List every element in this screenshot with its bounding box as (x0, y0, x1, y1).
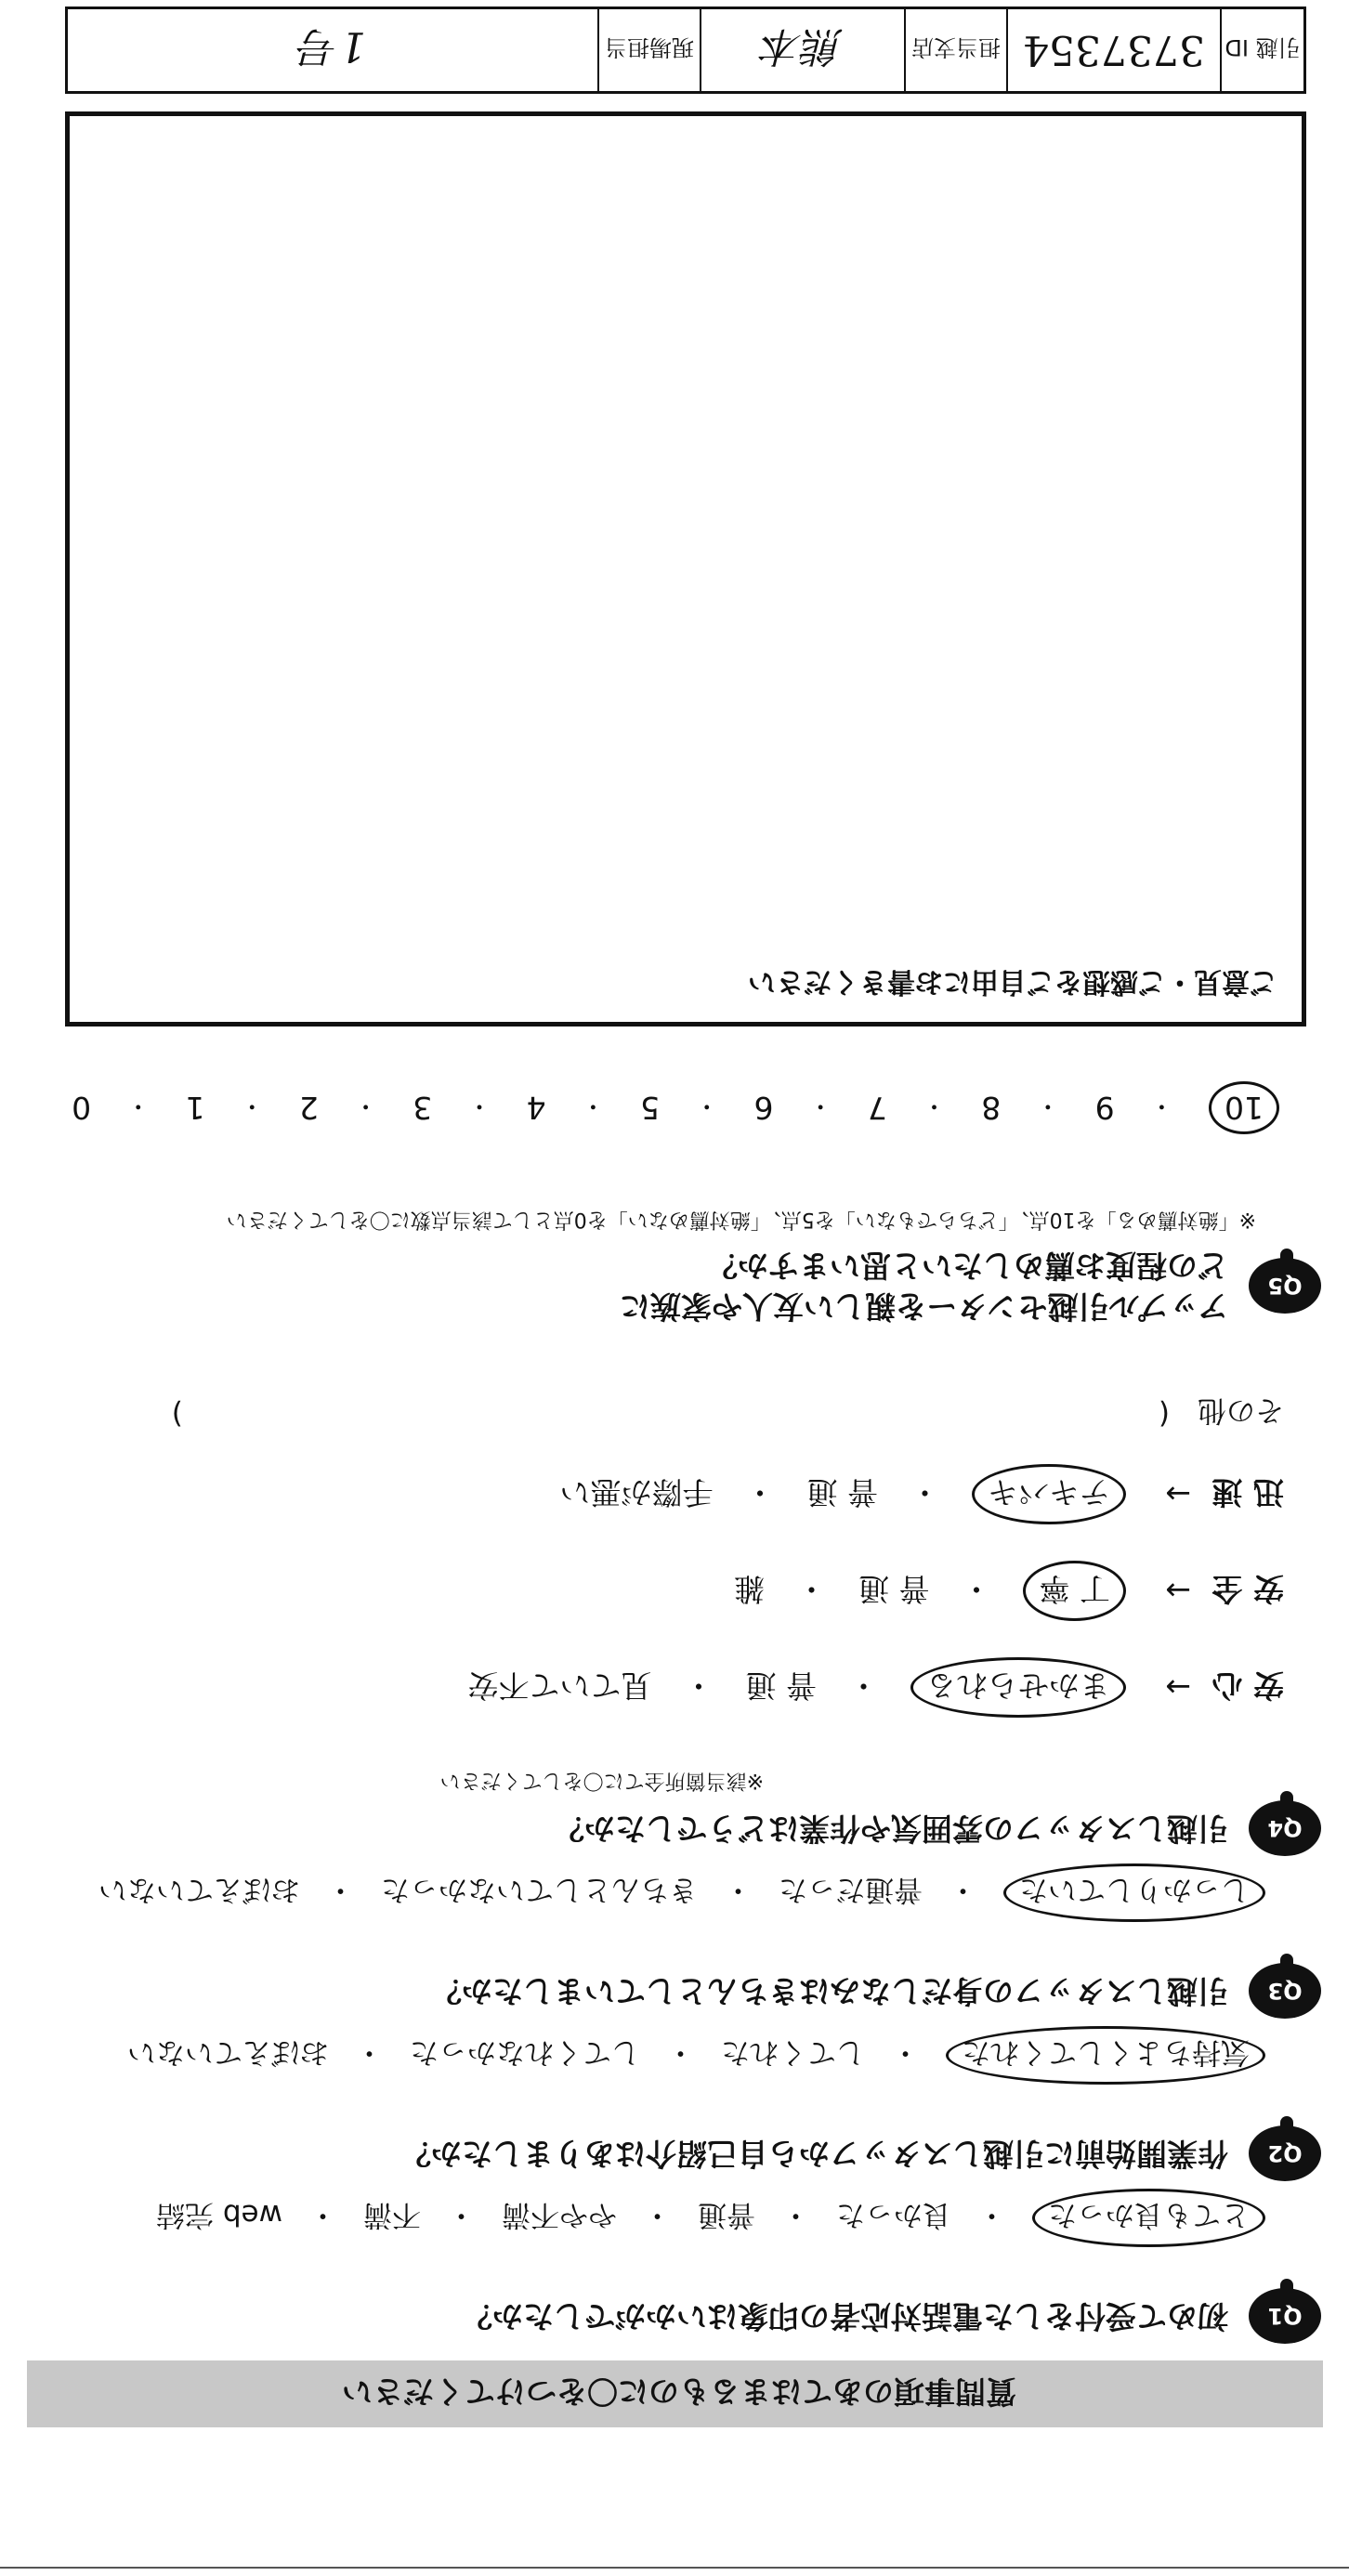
q1-option[interactable]: 普通 (698, 2198, 755, 2231)
q3-options: しっかりしていた ・ 普通だった ・ きちんとしていなかった ・ おぼえていない (20, 1863, 1321, 1922)
q4-option[interactable]: 普 通 (806, 1474, 878, 1511)
q2-badge-icon: Q2 (1249, 2125, 1321, 2181)
q1-option[interactable]: web 完結 (156, 2198, 282, 2231)
q4-option[interactable]: 普 通 (858, 1571, 930, 1608)
q3-option[interactable]: おぼえていない (98, 1873, 300, 1906)
leader-label: 現場担当 (597, 9, 700, 91)
q5-score[interactable]: 6 (753, 1090, 774, 1126)
q4-row-anshin: 安 心 → まかせられる ・ 普 通 ・ 見ていて不安 (20, 1640, 1284, 1736)
q1-option[interactable]: 不満 (363, 2198, 421, 2231)
instruction-bar (27, 2360, 1323, 2427)
q2-text: 作業開始前に引越しスタッフから自己紹介はありましたか？ (400, 2136, 1228, 2172)
q1-option[interactable]: やや不満 (502, 2198, 617, 2231)
q4-option[interactable]: 見ていて不安 (467, 1667, 652, 1705)
q2-option-selected[interactable]: 気持ちよくしてくれた (946, 2026, 1265, 2085)
q5-score[interactable]: 4 (526, 1090, 546, 1126)
arrow-icon: → (1165, 1573, 1191, 1610)
q5-score-selected[interactable]: 10 (1209, 1081, 1279, 1134)
q1-option-selected[interactable]: とても良かった (1032, 2189, 1265, 2247)
question-4 (20, 1381, 1321, 1856)
q3-option[interactable]: 普通だった (779, 1873, 923, 1906)
q4-option-selected[interactable]: まかせられる (910, 1658, 1126, 1719)
q4-row-label: 迅 速 (1211, 1474, 1284, 1511)
q4-row-anzen: 安 全 → 丁 寧 ・ 普 通 ・ 雑 (20, 1543, 1284, 1640)
q4-option[interactable]: 普 通 (745, 1667, 817, 1705)
q1-option[interactable]: 良かった (836, 2198, 951, 2231)
instruction-text: 質問事項のあてはまるものに〇をつけてください (342, 2373, 1016, 2411)
q2-options: 気持ちよくしてくれた ・ してくれた ・ してくれなかった ・ おぼえていない (20, 2026, 1321, 2085)
q5-text-line2: どの程度お薦めしたいと思いますか？ (707, 1248, 1228, 1284)
q4-option-selected[interactable]: テキパキ (972, 1465, 1126, 1525)
q4-badge-icon: Q4 (1249, 1800, 1321, 1856)
q5-scale: 10 ・ 9 ・ 8 ・ 7 ・ 6 ・ 5 ・ 4 ・ 3 ・ 2 ・ 1 ・ 0 (72, 1081, 1321, 1134)
question-3 (20, 1863, 1321, 2019)
id-label: 引越 ID (1220, 9, 1303, 91)
q2-option[interactable]: おぼえていない (127, 2035, 329, 2069)
q4-text: 引越しスタッフの雰囲気や作業はどうでしたか？ (554, 1811, 1228, 1847)
q4-other-label: その他 (1198, 1393, 1284, 1428)
q4-option[interactable]: 手際が悪い (559, 1474, 714, 1511)
q5-score[interactable]: 7 (867, 1090, 887, 1126)
leader-value: 1号 (299, 22, 366, 70)
q5-text-line1: アップル引越センターを親しい友人や家族に (619, 1288, 1228, 1325)
q1-text: 初めて受付をした電話対応者の印象はいかがでしたか？ (462, 2298, 1228, 2334)
question-2 (20, 2026, 1321, 2181)
q4-row-label: 安 心 (1211, 1667, 1284, 1705)
comment-label: ご意見・ご感想をご自由にお書きください (748, 965, 1277, 998)
question-1 (20, 2189, 1321, 2344)
q5-score[interactable]: 1 (185, 1090, 205, 1126)
q5-score[interactable]: 0 (72, 1090, 92, 1126)
q5-score[interactable]: 3 (413, 1090, 433, 1126)
q4-row-label: 安 全 (1211, 1571, 1284, 1608)
scan-edge-line (0, 2567, 1349, 2569)
q2-option[interactable]: してくれなかった (410, 2035, 640, 2069)
q3-option[interactable]: きちんとしていなかった (381, 1873, 698, 1906)
q5-score[interactable]: 9 (1094, 1090, 1115, 1126)
q2-option[interactable]: してくれた (721, 2035, 865, 2069)
arrow-icon: → (1165, 1669, 1191, 1706)
q4-note: ※該当箇所全てに〇をしてください (439, 1769, 764, 1792)
q5-note: ※「絶対薦める」を10点、「どちらでもない」を5点、「絶対薦めない」を0点として該当点数に〇をしてください (226, 1208, 1256, 1231)
q4-option[interactable]: 雑 (734, 1571, 765, 1608)
q1-badge-icon: Q1 (1249, 2288, 1321, 2344)
q4-rows (20, 1381, 1321, 1736)
q3-text: 引越しスタッフの身だしなみはきちんとしていましたか？ (431, 1973, 1228, 2009)
q4-option-selected[interactable]: 丁 寧 (1024, 1562, 1127, 1622)
q5-score[interactable]: 5 (640, 1090, 661, 1126)
question-5 (20, 1081, 1321, 1327)
q5-score[interactable]: 8 (981, 1090, 1002, 1126)
q3-badge-icon: Q3 (1249, 1963, 1321, 2019)
footer-info-table (65, 7, 1306, 94)
branch-label: 担当支店 (904, 9, 1006, 91)
q4-row-jinsoku: 迅 速 → テキパキ ・ 普 通 ・ 手際が悪い (20, 1446, 1284, 1543)
q5-score[interactable]: 2 (298, 1090, 319, 1126)
arrow-icon: → (1165, 1476, 1191, 1513)
id-value: 3737354 (1006, 9, 1220, 91)
comment-box[interactable] (65, 111, 1306, 1026)
q4-other: その他 ( ) (20, 1381, 1284, 1446)
branch-value: 熊本 (700, 9, 904, 91)
q3-option-selected[interactable]: しっかりしていた (1003, 1863, 1265, 1922)
q5-badge-icon: Q5 (1249, 1258, 1321, 1314)
q1-options: とても良かった ・ 良かった ・ 普通 ・ やや不満 ・ 不満 ・ web 完結 (20, 2189, 1321, 2247)
